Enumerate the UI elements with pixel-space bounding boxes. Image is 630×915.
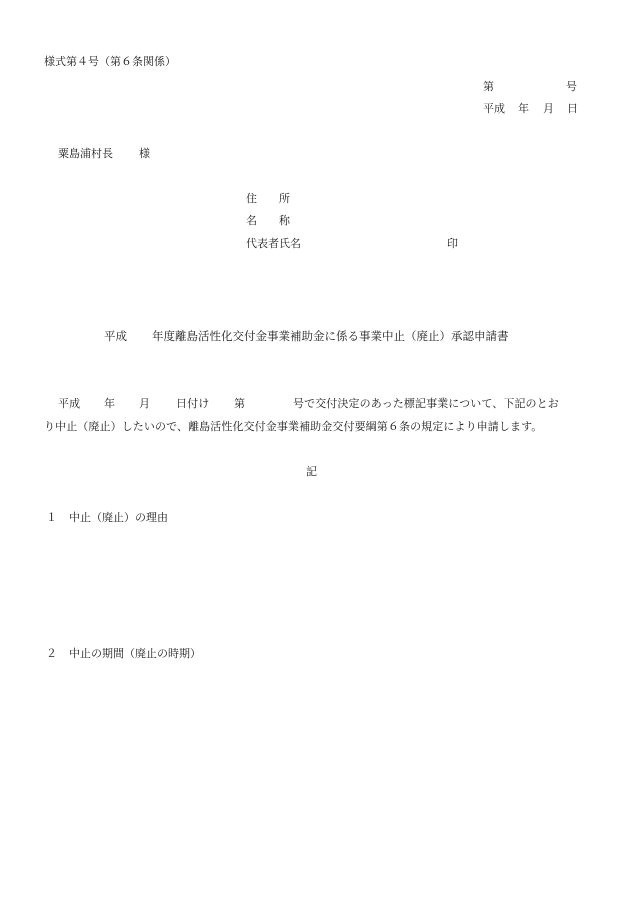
title-era: 平成 [104, 329, 127, 343]
section-2-number: ２ [46, 647, 57, 660]
section-1-label: 中止（廃止）の理由 [69, 511, 168, 524]
doc-number-prefix: 第 [483, 80, 494, 93]
body-number-prefix: 第 [234, 397, 246, 410]
date-day: 日 [567, 102, 578, 115]
name-label: 名 称 [246, 214, 290, 227]
title-text: 年度離島活性化交付金事業補助金に係る事業中止（廃止）承認申請書 [152, 329, 509, 343]
body-line2: り中止（廃止）したいので、離島活性化交付金事業補助金交付要綱第６条の規定により申請します。 [44, 420, 543, 433]
body-month: 月 [139, 397, 151, 410]
date-month: 月 [543, 102, 554, 115]
date-year: 年 [518, 102, 529, 115]
representative-label: 代表者氏名 [246, 237, 301, 250]
doc-number-suffix: 号 [566, 80, 577, 93]
addressee-name: 粟島浦村長 [58, 147, 113, 160]
body-year: 年 [104, 397, 116, 410]
form-number: 様式第４号（第６条関係） [44, 55, 176, 68]
ki-heading: 記 [306, 465, 317, 478]
body-dated: 日付け [176, 397, 210, 410]
body-era: 平成 [58, 397, 81, 410]
seal-mark: 印 [447, 237, 458, 250]
address-label: 住 所 [246, 192, 290, 205]
section-1-number: １ [46, 511, 57, 524]
addressee-honorific: 様 [139, 147, 150, 160]
body-line1-rest: 号で交付決定のあった標記事業について、下記のとお [293, 397, 559, 410]
section-2-label: 中止の期間（廃止の時期） [69, 647, 201, 660]
date-era: 平成 [483, 102, 505, 115]
